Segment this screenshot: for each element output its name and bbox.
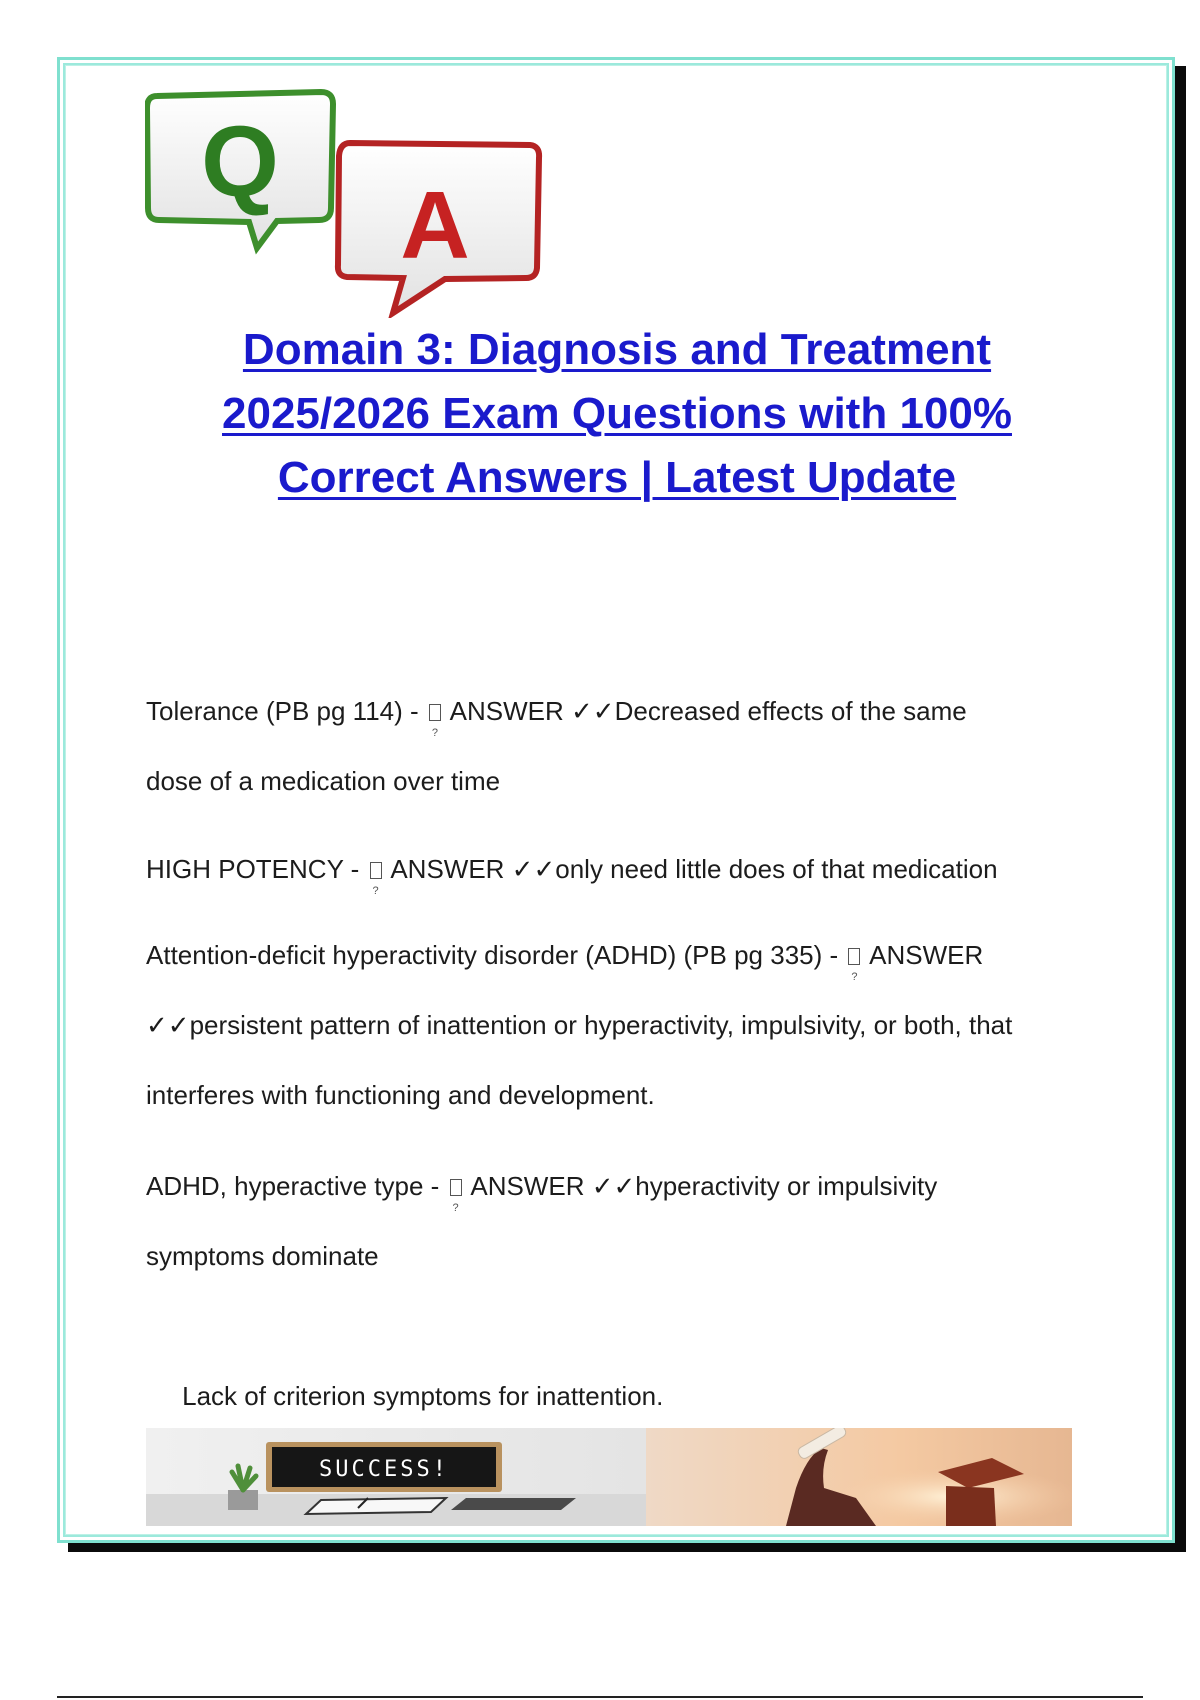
answer-text: ANSWER ✓✓only need little does of that medication xyxy=(384,854,998,884)
qa-line xyxy=(146,834,1106,904)
answer-text: ✓✓persistent pattern of inattention or hyperactivity, impulsivity, or both, that xyxy=(146,1010,1013,1040)
qa-line xyxy=(146,1151,1106,1221)
missing-glyph-icon xyxy=(370,862,382,879)
document-title xyxy=(120,318,1114,510)
success-sign-text: SUCCESS! xyxy=(319,1457,449,1482)
answer-text: ANSWER xyxy=(863,940,984,970)
question-bubble xyxy=(147,92,333,248)
question-text: Tolerance (PB pg 114) - xyxy=(146,696,426,726)
title-line-2: 2025/2026 Exam Questions with 100% xyxy=(222,389,1012,438)
qa-item-high-potency xyxy=(146,834,1106,904)
qa-line xyxy=(146,1060,1106,1130)
qa-line xyxy=(146,990,1106,1060)
missing-glyph-icon xyxy=(848,948,860,965)
title-line-1: Domain 3: Diagnosis and Treatment xyxy=(242,325,992,374)
logo-q-letter: Q xyxy=(201,106,279,218)
qa-line xyxy=(146,1291,1106,1411)
title-line-3: Correct Answers | Latest Update xyxy=(277,453,957,502)
question-text: ADHD, hyperactive type - xyxy=(146,1171,447,1201)
answer-text: interferes with functioning and development. xyxy=(146,1080,655,1110)
qa-item-adhd xyxy=(146,920,1106,1130)
graduate-image xyxy=(646,1428,1072,1526)
answer-text: dose of a medication over time xyxy=(146,766,501,796)
answer-text: ANSWER ✓✓hyperactivity or impulsivity xyxy=(464,1171,938,1201)
answer-text: Lack of criterion symptoms for inattention. xyxy=(174,1381,664,1411)
qa-item-tolerance xyxy=(146,676,1106,816)
qa-logo xyxy=(145,88,545,318)
qa-line xyxy=(146,1221,1106,1291)
qa-item-adhd-hyperactive xyxy=(146,1151,1106,1411)
qa-line xyxy=(146,920,1106,990)
question-text: Attention-deficit hyperactivity disorder (ADHD) (PB pg 335) - xyxy=(146,940,846,970)
bottom-rule xyxy=(57,1696,1143,1698)
answer-text: ANSWER ✓✓Decreased effects of the same xyxy=(443,696,967,726)
success-desk-image xyxy=(146,1428,646,1526)
logo-a-letter: A xyxy=(400,172,470,279)
answer-text: symptoms dominate xyxy=(146,1241,379,1271)
answer-bubble xyxy=(338,143,539,313)
qa-line xyxy=(146,676,1106,746)
missing-glyph-icon xyxy=(450,1179,462,1196)
footer-banner xyxy=(146,1428,1072,1526)
missing-glyph-icon xyxy=(429,704,441,721)
qa-line xyxy=(146,746,1106,816)
question-text: HIGH POTENCY - xyxy=(146,854,367,884)
